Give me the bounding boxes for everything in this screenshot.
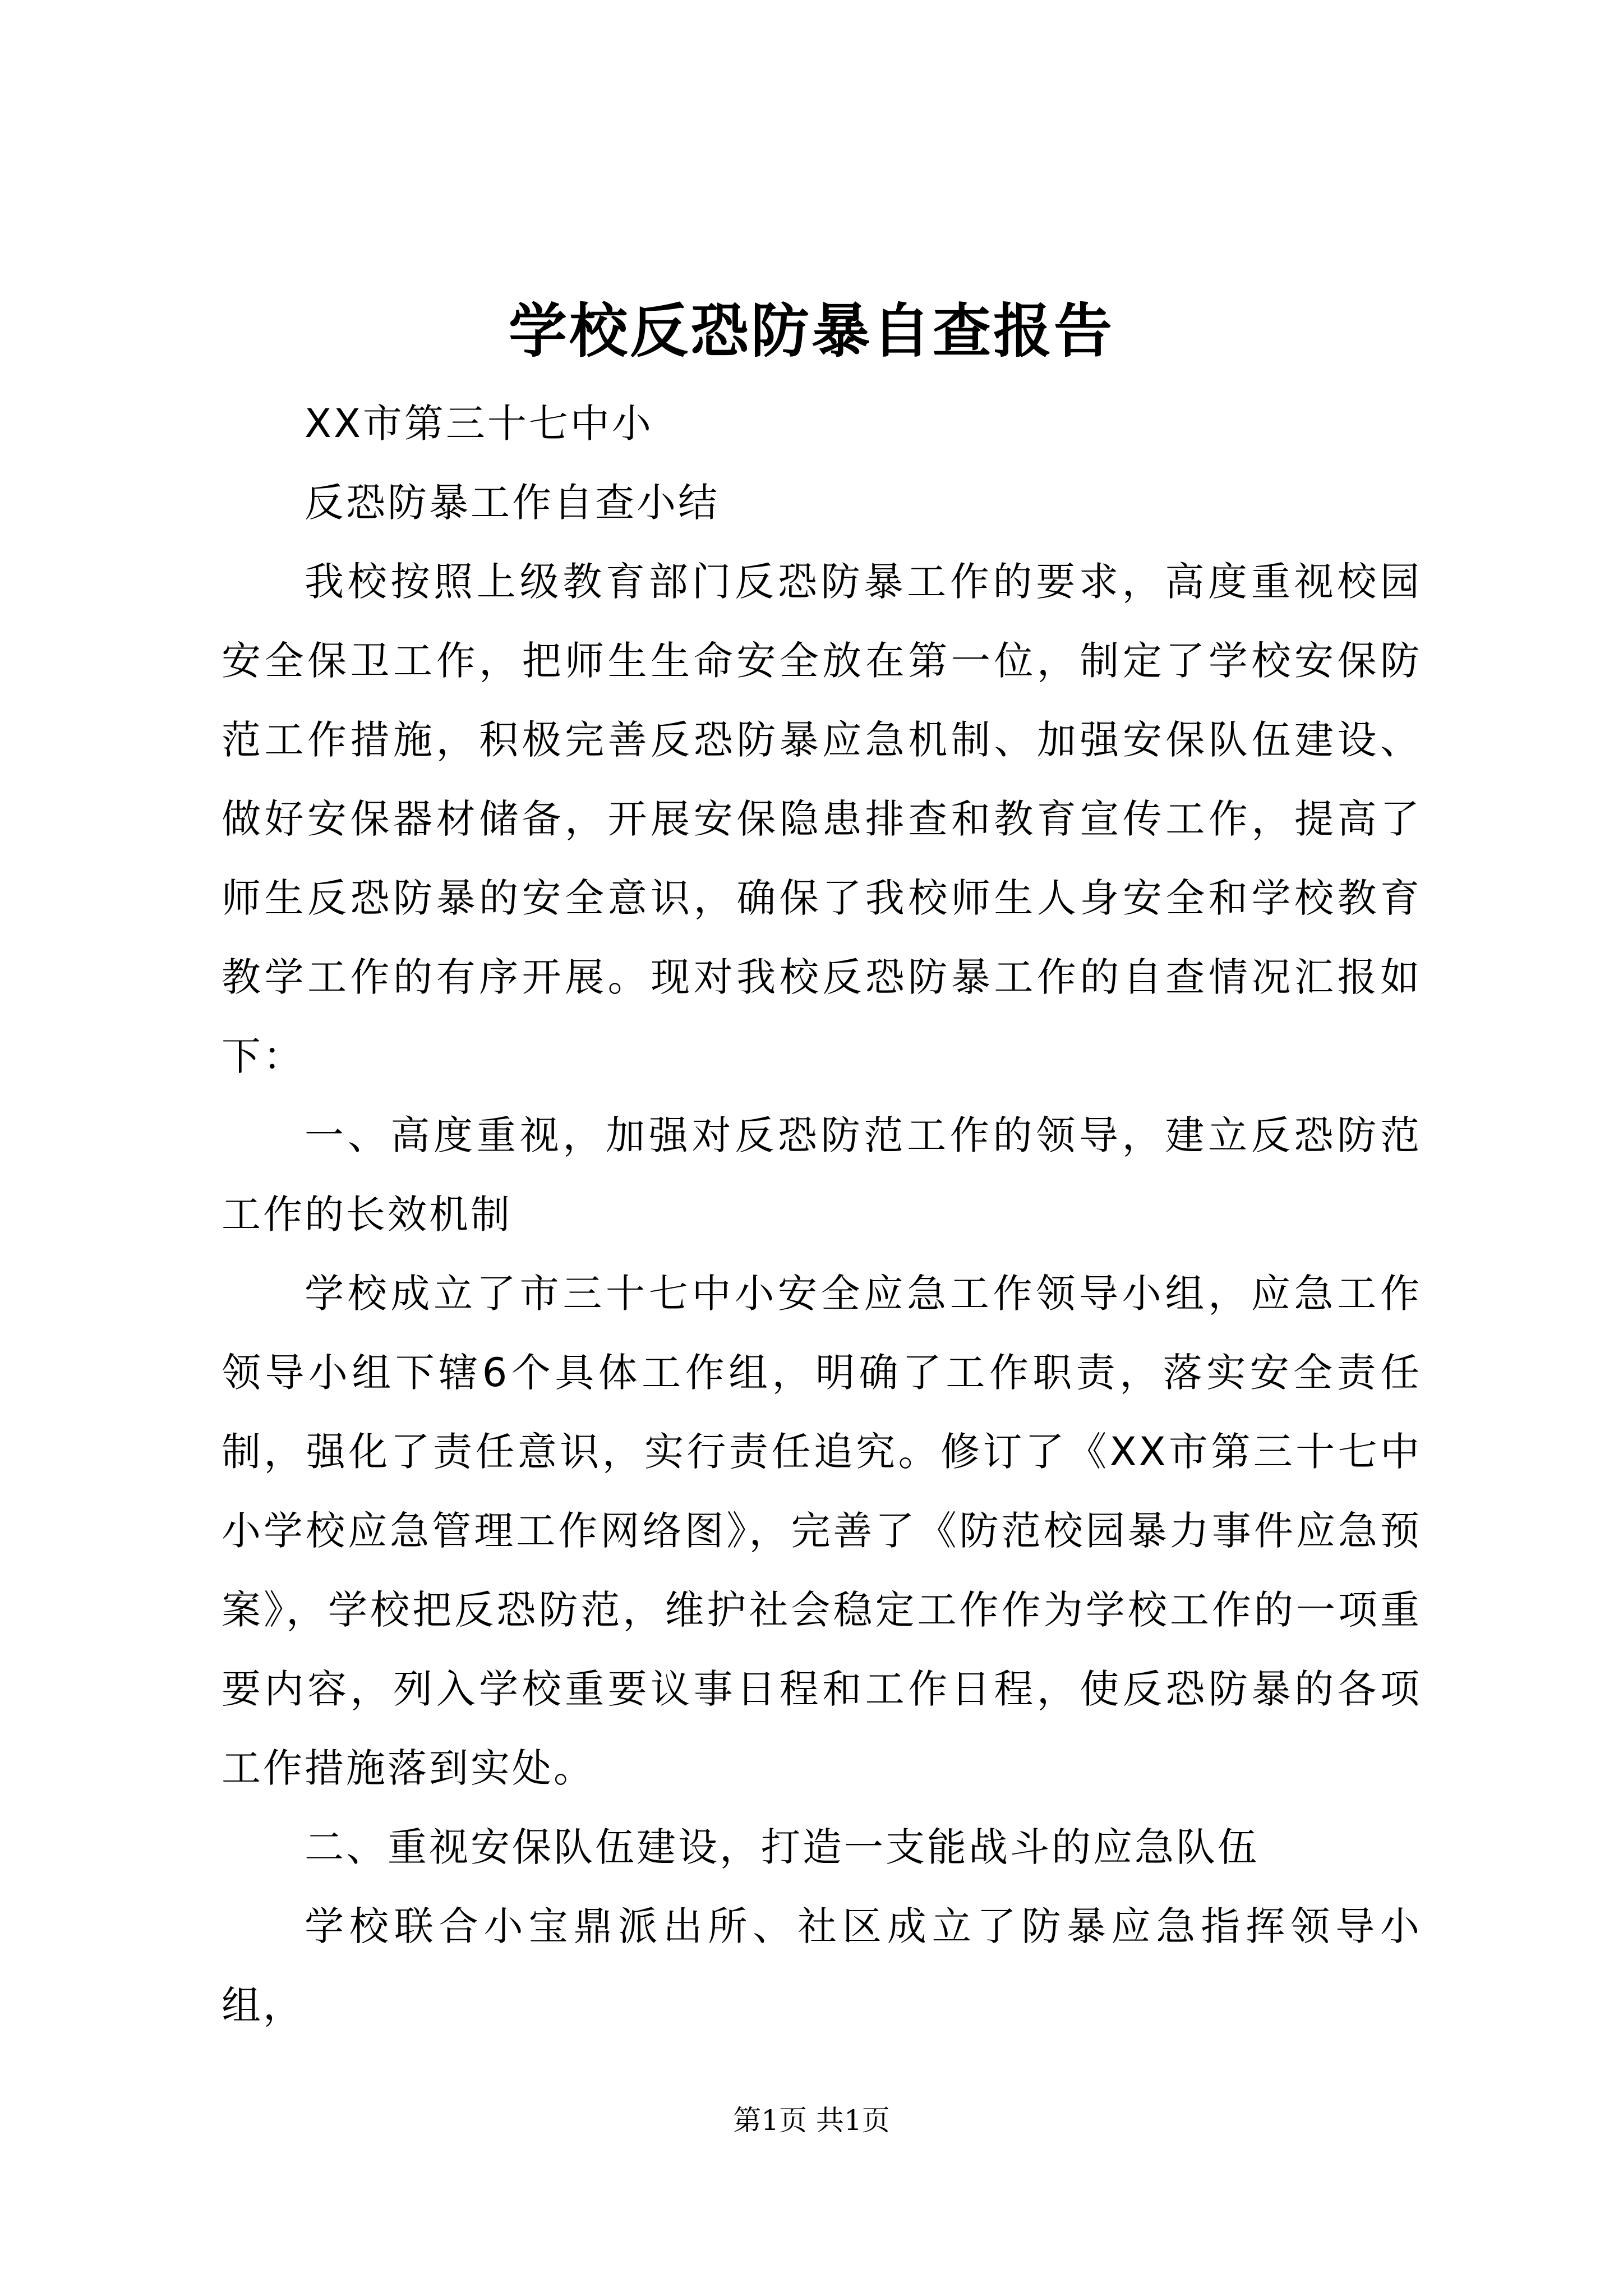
page-footer — [0, 2101, 1623, 2140]
page-number-label: 第1页 共1页 — [733, 2104, 890, 2137]
school-name-line: XX市第三十七中小 — [305, 401, 653, 447]
summary-subtitle: 反恐防暴工作自查小结 — [305, 480, 720, 526]
section-heading-2: 二、重视安保队伍建设，打造一支能战斗的应急队伍 — [305, 1824, 1259, 1870]
section-1-paragraph: 学校成立了市三十七中小安全应急工作领导小组，应急工作领导小组下辖6个具体工作组，明确了工作职责，落实安全责任制，强化了责任意识，实行责任追究。修订了《XX市第三十七中小学校应急管理工作网络图》，完善了《防范校园暴力事件应急预案》，学校把反恐防范，维护社会稳定工作作为学校工作的一项重要内容，列入学校重要议事日程和工作日程，使反恐防暴的各项工作措施落到实处。 — [222, 1271, 1422, 1791]
section-heading-1: 一、高度重视，加强对反恐防范工作的领导，建立反恐防范工作的长效机制 — [222, 1112, 1422, 1237]
section-2-paragraph: 学校联合小宝鼎派出所、社区成立了防暴应急指挥领导小组， — [222, 1903, 1422, 2028]
intro-paragraph: 我校按照上级教育部门反恐防暴工作的要求，高度重视校园安全保卫工作，把师生生命安全放在第一位，制定了学校安保防范工作措施，积极完善反恐防暴应急机制、加强安保队伍建设、做好安保器材储备，开展安保隐患排查和教育宣传工作，提高了师生反恐防暴的安全意识，确保了我校师生人身安全和学校教育教学工作的有序开展。现对我校反恐防暴工作的自查情况汇报如下： — [222, 559, 1422, 1079]
document-title: 学校反恐防暴自查报告 — [508, 296, 1114, 365]
document-body — [222, 384, 1422, 2045]
